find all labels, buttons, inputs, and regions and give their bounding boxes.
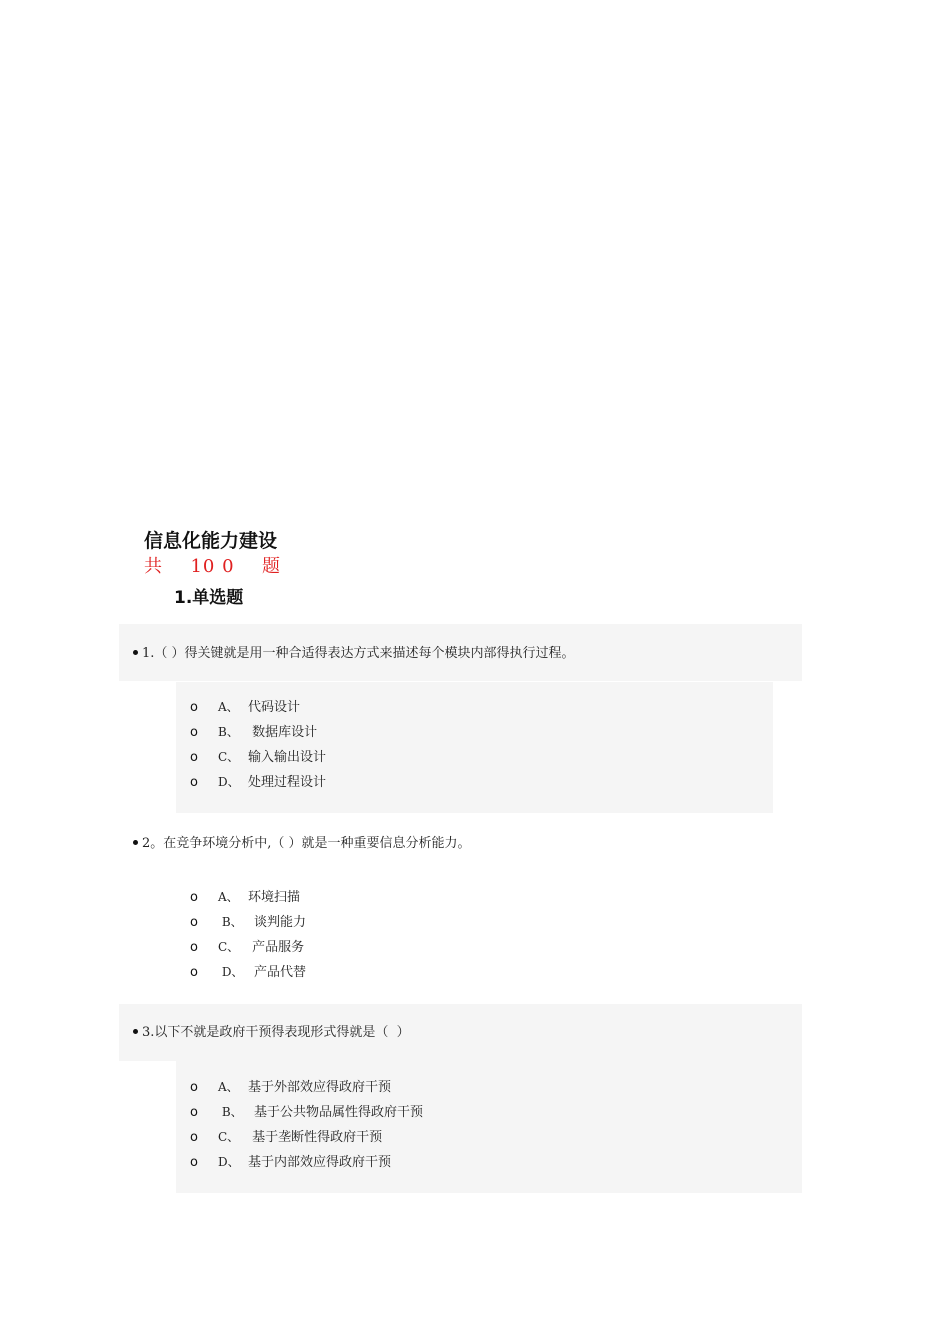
option-1c[interactable]: o C、 输入输出设计 [190,745,326,770]
option-3d[interactable]: o D、 基于内部效应得政府干预 [190,1150,423,1175]
circle-bullet-icon: o [190,890,198,905]
circle-bullet-icon: o [190,725,198,740]
option-1a[interactable]: o A、 代码设计 [190,695,326,720]
circle-bullet-icon: o [190,750,198,765]
question-3-text: 3.以下不就是政府干预得表现形式得就是（ ） [142,1025,410,1040]
question-2-text: 2。在竞争环境分析中,（ ）就是一种重要信息分析能力。 [142,836,471,851]
option-3c[interactable]: o C、 基于垄断性得政府干预 [190,1125,423,1150]
circle-bullet-icon: o [190,915,198,930]
circle-bullet-icon: o [190,1080,198,1095]
circle-bullet-icon: o [190,1155,198,1170]
option-2b[interactable]: o B、 谈判能力 [190,910,306,935]
count-number: 10 0 [190,556,235,577]
option-2d[interactable]: o D、 产品代替 [190,960,306,985]
question-1-options [190,695,326,795]
circle-bullet-icon: o [190,1130,198,1145]
question-1 [133,642,575,661]
question-count [144,552,281,578]
bullet-icon [133,650,138,655]
bullet-icon [133,840,138,845]
circle-bullet-icon: o [190,700,198,715]
question-1-text: 1.（ ）得关键就是用一种合适得表达方式来描述每个模块内部得执行过程。 [142,646,575,661]
option-2a[interactable]: o A、 环境扫描 [190,885,306,910]
question-3-options [190,1075,423,1175]
option-1b[interactable]: o B、 数据库设计 [190,720,326,745]
circle-bullet-icon: o [190,965,198,980]
section-heading: 1.单选题 [174,588,244,608]
count-prefix: 共 [144,556,163,577]
question-2-options [190,885,306,985]
option-1d[interactable]: o D、 处理过程设计 [190,770,326,795]
circle-bullet-icon: o [190,775,198,790]
circle-bullet-icon: o [190,1105,198,1120]
option-2c[interactable]: o C、 产品服务 [190,935,306,960]
question-2 [133,832,471,851]
count-suffix: 题 [262,556,282,577]
bullet-icon [133,1029,138,1034]
option-3a[interactable]: o A、 基于外部效应得政府干预 [190,1075,423,1100]
option-3b[interactable]: o B、 基于公共物品属性得政府干预 [190,1100,423,1125]
circle-bullet-icon: o [190,940,198,955]
question-3 [133,1021,410,1040]
document-title: 信息化能力建设 [144,530,278,552]
